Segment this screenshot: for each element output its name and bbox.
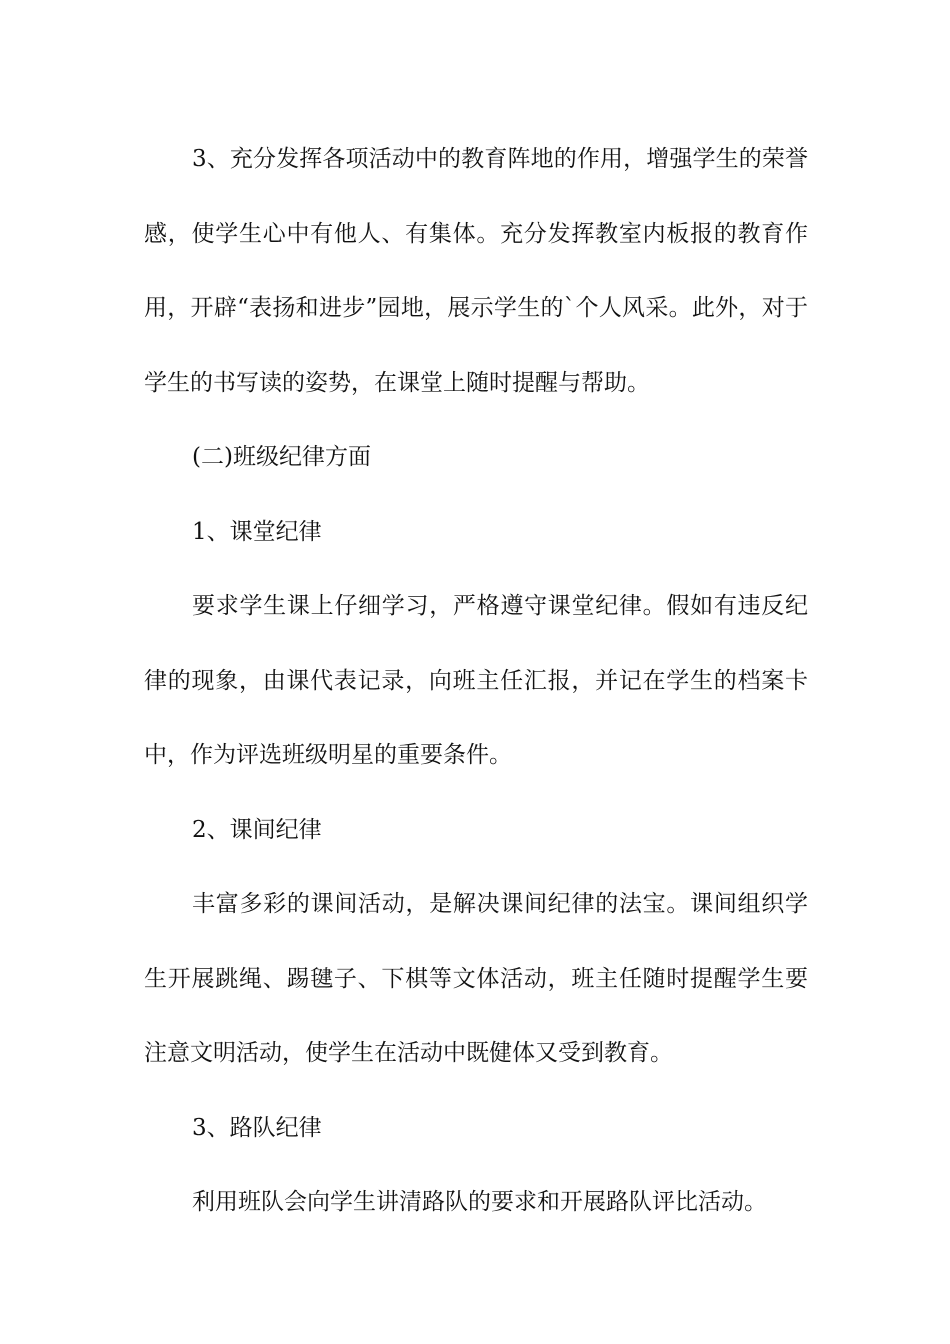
subheading-classroom-discipline: 1、课堂纪律 bbox=[192, 518, 322, 545]
section-heading-class-discipline: (二)班级纪律方面 bbox=[192, 444, 371, 470]
paragraph-classroom-discipline: 要求学生课上仔细学习，严格遵守课堂纪律。假如有违反纪律的现象，由课代表记录，向班主任汇报，并记在学生的档案卡中，作为评选班级明星的重要条件。 bbox=[144, 593, 808, 768]
paragraph-honor-awareness: 3、充分发挥各项活动中的教育阵地的作用，增强学生的荣誉感，使学生心中有他人、有集体。充分发挥教室内板报的教育作用，开辟“表扬和进步”园地，展示学生的`个人风采。此外，对于学生的书写读的姿势，在课堂上随时提醒与帮助。 bbox=[144, 146, 808, 396]
paragraph-break-discipline: 丰富多彩的课间活动，是解决课间纪律的法宝。课间组织学生开展跳绳、踢毽子、下棋等文体活动，班主任随时提醒学生要注意文明活动，使学生在活动中既健体又受到教育。 bbox=[144, 891, 808, 1066]
document-body bbox=[144, 122, 808, 1240]
subheading-break-discipline: 2、课间纪律 bbox=[192, 816, 322, 843]
paragraph-line-discipline: 利用班队会向学生讲清路队的要求和开展路队评比活动。 bbox=[192, 1189, 767, 1215]
subheading-line-discipline: 3、路队纪律 bbox=[192, 1114, 322, 1141]
